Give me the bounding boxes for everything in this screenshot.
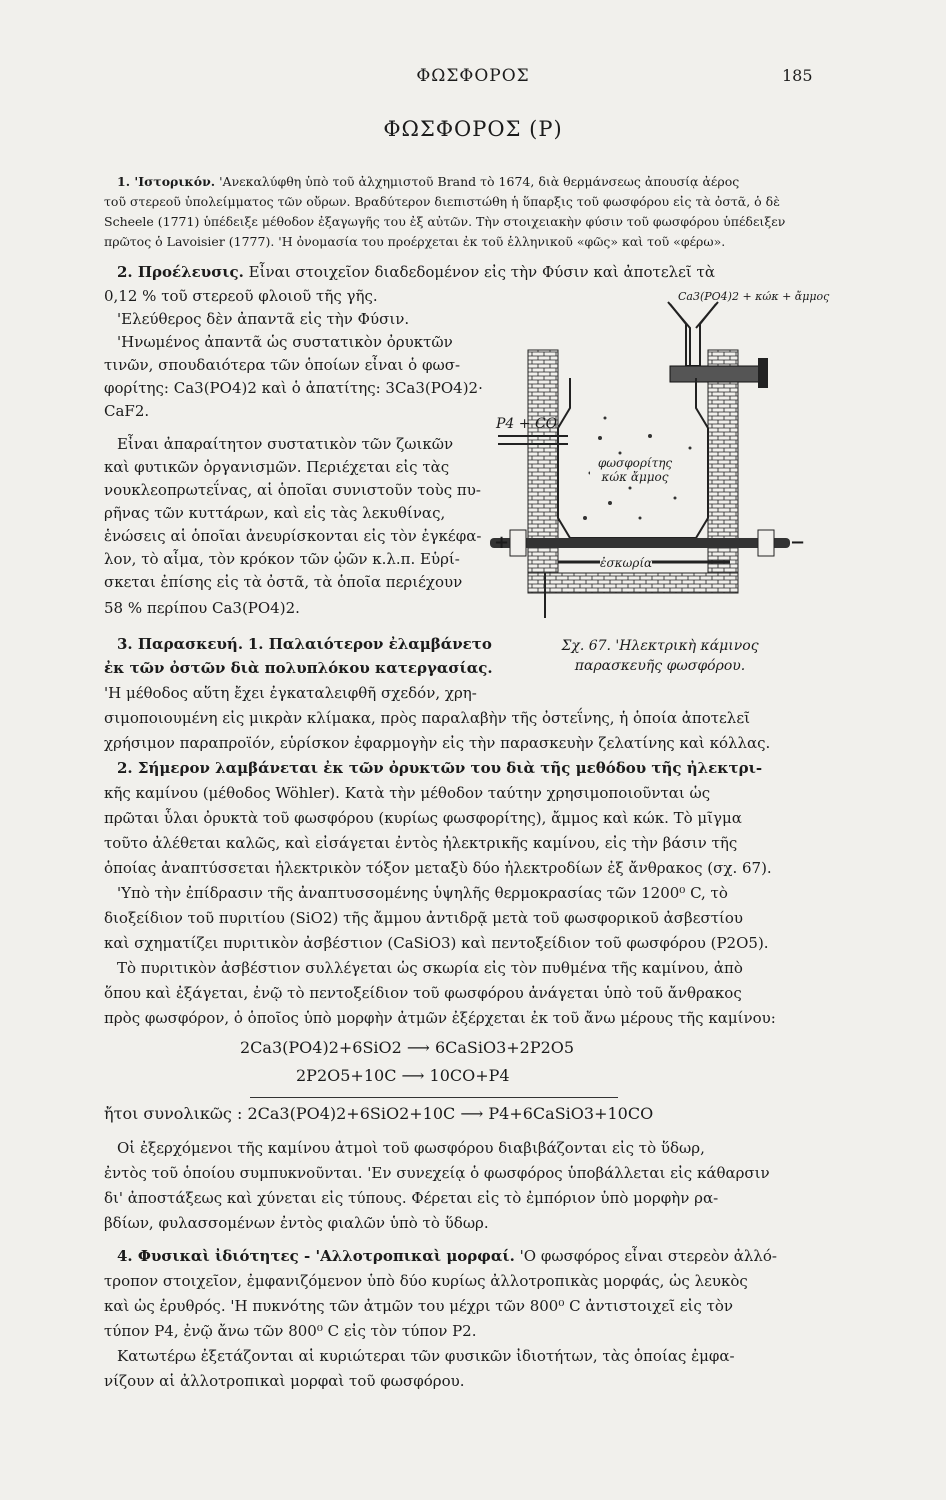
- equation-2: 2P2O5+10C ⟶ 10CO+P4: [296, 1066, 510, 1085]
- text-line: 1. 'Ιστορικόν. 'Ανεκαλύφθη ὑπὸ τοῦ ἀλχημιστοῦ Brand τὸ 1674, διὰ θερμάνσεως ἀπουσίᾳ ἀέρος: [117, 174, 740, 189]
- text-line: 2. Σήμερον λαμβάνεται ἐκ τῶν ὀρυκτῶν του διὰ τῆς μεθόδου τῆς ἠλεκτρι-: [117, 759, 763, 777]
- equation-1: 2Ca3(PO4)2+6SiO2 ⟶ 6CaSiO3+2P2O5: [240, 1038, 575, 1057]
- feeder-handle: [758, 358, 768, 388]
- section-heading: 2. Προέλευσις.: [117, 263, 244, 281]
- text-line: ὅπου καὶ ἐξάγεται, ἐνῷ τὸ πεντοξείδιον τοῦ φωσφόρου ἀνάγεται ὑπὸ τοῦ ἄνθρακος: [104, 984, 742, 1002]
- text-line: 'Η μέθοδος αὕτη ἔχει ἐγκαταλειφθῆ σχεδόν, χρη-: [104, 684, 477, 702]
- running-header: ΦΩΣΦΟΡΟΣ: [416, 66, 530, 86]
- text-line: πρῶτος ὁ Lavoisier (1777). 'Η ὀνομασία του προέρχεται ἐκ τοῦ ἑλληνικοῦ «φῶς» καὶ τοῦ «φέρω».: [104, 234, 726, 249]
- text-line: ὁποίας ἀναπτύσσεται ἠλεκτρικὸν τόξον μεταξὺ δύο ἠλεκτροδίων ἐξ ἄνθρακος (σχ. 67).: [104, 859, 772, 877]
- text-line: νίζουν αἱ ἀλλοτροπικαὶ μορφαὶ τοῦ φωσφόρου.: [104, 1372, 465, 1390]
- furnace-base: [528, 573, 738, 593]
- text-line: νουκλεοπρωτεΐνας, αἱ ὁποῖαι συνιστοῦν τοὺς πυ-: [104, 481, 481, 499]
- label-charge: Ca3(PO4)2 + κώκ + ἄμμος: [678, 290, 830, 303]
- text-line: πρῶται ὗλαι ὀρυκτὰ τοῦ φωσφόρου (κυρίως φωσφορίτης), ἄμμος καὶ κώκ. Τὸ μῖγμα: [104, 809, 742, 827]
- electrode-clamp-left: [510, 530, 526, 556]
- text-line: σκεται ἐπίσης εἰς τὰ ὀστᾶ, τὰ ὁποῖα περιέχουν: [104, 573, 463, 591]
- text-line: τροπον στοιχεῖον, ἐμφανιζόμενον ὑπὸ δύο κυρίως ἀλλοτροπικὰς μορφάς, ὡς λευκὸς: [104, 1272, 748, 1290]
- text-line: Εἶναι ἀπαραίτητον συστατικὸν τῶν ζωικῶν: [117, 435, 454, 453]
- text-line: ἐκ τῶν ὀστῶν διὰ πολυπλόκου κατεργασίας.: [104, 659, 493, 677]
- chapter-title: ΦΩΣΦΟΡΟΣ (P): [383, 117, 563, 141]
- text-line: κῆς καμίνου (μέθοδος Wöhler). Κατὰ τὴν μέθοδον ταύτην χρησιμοποιοῦνται ὡς: [104, 784, 711, 802]
- text-line: καὶ σχηματίζει πυριτικὸν ἀσβέστιον (CaSiO3) καὶ πεντοξείδιον τοῦ φωσφόρου (P2O5).: [104, 934, 769, 952]
- text-line: 2. Προέλευσις. Εἶναι στοιχεῖον διαδεδομένον εἰς τὴν Φύσιν καὶ ἀποτελεῖ τὰ: [117, 263, 715, 281]
- text-line: τοῦτο ἀλέθεται καλῶς, καὶ εἰσάγεται ἐντὸς ἠλεκτρικῆς καμίνου, εἰς τὴν βάσιν τῆς: [104, 834, 738, 852]
- text-line: Οἱ ἐξερχόμενοι τῆς καμίνου ἀτμοὶ τοῦ φωσφόρου διαβιβάζονται εἰς τὸ ὕδωρ,: [117, 1139, 705, 1157]
- text-line: 4. Φυσικαὶ ἰδιότητες - 'Αλλοτροπικαὶ μορφαί. 'Ο φωσφόρος εἶναι στερεὸν ἀλλό-: [117, 1247, 777, 1265]
- text-line: πρὸς φωσφόρον, ὁ ὁποῖος ὑπὸ μορφὴν ἀτμῶν ἐξέρχεται ἐκ τοῦ ἄνω μέρους τῆς καμίνου:: [104, 1009, 776, 1027]
- label-slag: ἐσκωρία: [600, 556, 653, 570]
- text-line: δι' ἀποστάξεως καὶ χύνεται εἰς τύπους. Φέρεται εἰς τὸ ἐμπόριον ὑπὸ μορφὴν ρα-: [104, 1189, 719, 1207]
- text-line: 0,12 % τοῦ στερεοῦ φλοιοῦ τῆς γῆς.: [104, 287, 378, 305]
- text-line: χρήσιμον παραπροϊόν, εὑρίσκον ἐφαρμογὴν εἰς τὴν παρασκευὴν ζελατίνης καὶ κόλλας.: [104, 734, 771, 752]
- text-line: 'Υπὸ τὴν ἐπίδρασιν τῆς ἀναπτυσσομένης ὑψηλῆς θερμοκρασίας τῶν 1200⁰ C, τὸ: [117, 884, 728, 902]
- label-gas: P4 + CO: [496, 416, 558, 432]
- electrode-clamp-right: [758, 530, 774, 556]
- furnace-figure: [490, 288, 830, 628]
- text-line: καὶ φυτικῶν ὀργανισμῶν. Περιέχεται εἰς τὰς: [104, 458, 450, 476]
- screw-feeder: [670, 366, 760, 382]
- page-number: 185: [782, 66, 813, 85]
- equation-rule: [250, 1097, 618, 1098]
- equation-3: ἤτοι συνολικῶς : 2Ca3(PO4)2+6SiO2+10C ⟶ P4+6CaSiO3+10CO: [104, 1104, 654, 1123]
- text-line: ρῆνας τῶν κυττάρων, καὶ εἰς τὰς λεκυθίνας,: [104, 504, 446, 522]
- label-mixture: φωσφορίτης κώκ ἄμμος: [590, 456, 680, 484]
- text-line: 'Ηνωμένος ἀπαντᾶ ὡς συστατικὸν ὀρυκτῶν: [117, 333, 453, 351]
- text-line: 'Ελεύθερος δὲν ἀπαντᾶ εἰς τὴν Φύσιν.: [117, 310, 410, 328]
- text-line: τινῶν, σπουδαιότερα τῶν ὁποίων εἶναι ὁ φωσ-: [104, 356, 461, 374]
- text-line: τύπον P4, ἐνῷ ἄνω τῶν 800⁰ C εἰς τὸν τύπον P2.: [104, 1322, 477, 1340]
- plus-terminal: +: [494, 532, 510, 553]
- text-line: διοξείδιον τοῦ πυριτίου (SiO2) τῆς ἄμμου ἀντιδρᾷ μετὰ τοῦ φωσφορικοῦ ἀσβεστίου: [104, 909, 744, 927]
- section-heading: 4. Φυσικαὶ ἰδιότητες - 'Αλλοτροπικαὶ μορφαί.: [117, 1247, 515, 1265]
- section-heading: 3. Παρασκευή.: [117, 635, 244, 653]
- text-line: Τὸ πυριτικὸν ἀσβέστιον συλλέγεται ὡς σκωρία εἰς τὸν πυθμένα τῆς καμίνου, ἀπὸ: [117, 959, 743, 977]
- text-line: σιμοποιουμένη εἰς μικρὰν κλίμακα, πρὸς παραλαβὴν τῆς ὀστεΐνης, ἡ ὁποία ἀποτελεῖ: [104, 709, 750, 727]
- text-line: ἑνώσεις αἱ ὁποῖαι ἀνευρίσκονται εἰς τὸν ἐγκέφα-: [104, 527, 482, 545]
- text-line: καὶ ὡς ἐρυθρός. 'Η πυκνότης τῶν ἀτμῶν του μέχρι τῶν 800⁰ C ἀντιστοιχεῖ εἰς τὸν: [104, 1297, 734, 1315]
- text-line: 3. Παρασκευή. 1. Παλαιότερον ἐλαμβάνετο: [117, 635, 492, 653]
- minus-terminal: −: [790, 532, 806, 553]
- text-line: Κατωτέρω ἐξετάζονται αἱ κυριώτεραι τῶν φυσικῶν ἰδιοτήτων, τὰς ὁποίας ἐμφα-: [117, 1347, 735, 1365]
- text-line: ἐντὸς τοῦ ὁποίου συμπυκνοῦνται. 'Εν συνεχείᾳ ὁ φωσφόρος ὑποβάλλεται εἰς κάθαρσιν: [104, 1164, 770, 1182]
- text-line: φορίτης: Ca3(PO4)2 καὶ ὁ ἀπατίτης: 3Ca3(PO4)2·: [104, 379, 483, 397]
- section-heading: 1. 'Ιστορικόν.: [117, 174, 216, 189]
- electrode-bar: [490, 538, 790, 548]
- text-line: λον, τὸ αἷμα, τὸν κρόκον τῶν ᾠῶν κ.λ.π. Εὑρί-: [104, 550, 460, 568]
- text-line: CaF2.: [104, 402, 150, 420]
- text-line: τοῦ στερεοῦ ὑπολείμματος τῶν οὔρων. Βραδύτερον διεπιστώθη ἡ ὕπαρξις τοῦ φωσφόρου εἰς τὰ ὀστᾶ, ὁ δὲ: [104, 194, 780, 209]
- text-line: Scheele (1771) ὑπέδειξε μέθοδον ἐξαγωγῆς του ἐξ αὐτῶν. Τὴν στοιχειακὴν φύσιν τοῦ φωσφόρου ὑπέδειξεν: [104, 214, 786, 229]
- text-line: 58 % περίπου Ca3(PO4)2.: [104, 599, 300, 617]
- text-line: βδίων, φυλασσομένων ἐντὸς φιαλῶν ὑπὸ τὸ ὕδωρ.: [104, 1214, 489, 1232]
- figure-caption: Σχ. 67. 'Ηλεκτρικὴ κάμινος παρασκευῆς φωσφόρου.: [561, 638, 759, 674]
